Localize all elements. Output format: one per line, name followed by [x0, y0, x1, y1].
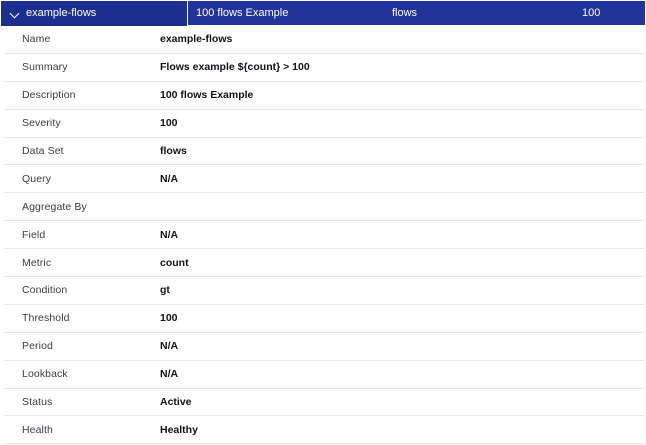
field-value: example-flows [160, 33, 233, 46]
field-label: Threshold [22, 312, 70, 325]
field-label: Metric [22, 256, 52, 269]
left-edge-accent [0, 26, 4, 445]
field-label: Lookback [22, 368, 68, 381]
field-value: Healthy [160, 423, 198, 436]
field-value: 100 [160, 312, 178, 325]
field-value: N/A [160, 228, 179, 241]
header-cell-dataset: flows [392, 6, 418, 19]
table-row [0, 389, 646, 417]
table-row [0, 54, 646, 82]
header-name-label: example-flows [26, 6, 97, 19]
field-value: count [160, 256, 189, 269]
header-cell-description: 100 flows Example [196, 6, 289, 19]
table-row [0, 110, 646, 138]
table-row [0, 138, 646, 166]
table-row [0, 305, 646, 333]
detail-table [0, 26, 646, 444]
header-cell-severity: 100 [582, 6, 601, 19]
field-value: gt [160, 284, 170, 297]
header-cell-name[interactable] [0, 0, 188, 26]
field-label: Name [22, 33, 51, 46]
field-label: Description [22, 89, 76, 102]
field-value: N/A [160, 368, 179, 381]
field-label: Aggregate By [22, 200, 87, 213]
field-value: 100 flows Example [160, 89, 254, 102]
table-row [0, 333, 646, 361]
table-row [0, 277, 646, 305]
field-label: Condition [22, 284, 68, 297]
field-value: Active [160, 396, 192, 409]
table-row [0, 26, 646, 54]
table-row [0, 165, 646, 193]
field-label: Period [22, 340, 53, 353]
field-label: Severity [22, 117, 61, 130]
field-label: Status [22, 396, 53, 409]
table-row [0, 193, 646, 221]
expanded-row-header[interactable] [0, 0, 646, 26]
table-row [0, 249, 646, 277]
field-label: Health [22, 423, 53, 436]
field-value: Flows example ${count} > 100 [160, 61, 310, 74]
field-label: Data Set [22, 145, 64, 157]
field-label: Field [22, 228, 46, 241]
field-label: Summary [22, 61, 68, 74]
field-label: Query [22, 172, 52, 185]
table-row [0, 82, 646, 110]
chevron-down-icon[interactable] [10, 8, 20, 18]
table-row [0, 416, 646, 444]
table-row [0, 221, 646, 249]
field-value: N/A [160, 340, 179, 353]
field-value: 100 [160, 117, 178, 130]
field-value: flows [160, 145, 187, 157]
table-row [0, 361, 646, 389]
field-value: N/A [160, 172, 179, 185]
